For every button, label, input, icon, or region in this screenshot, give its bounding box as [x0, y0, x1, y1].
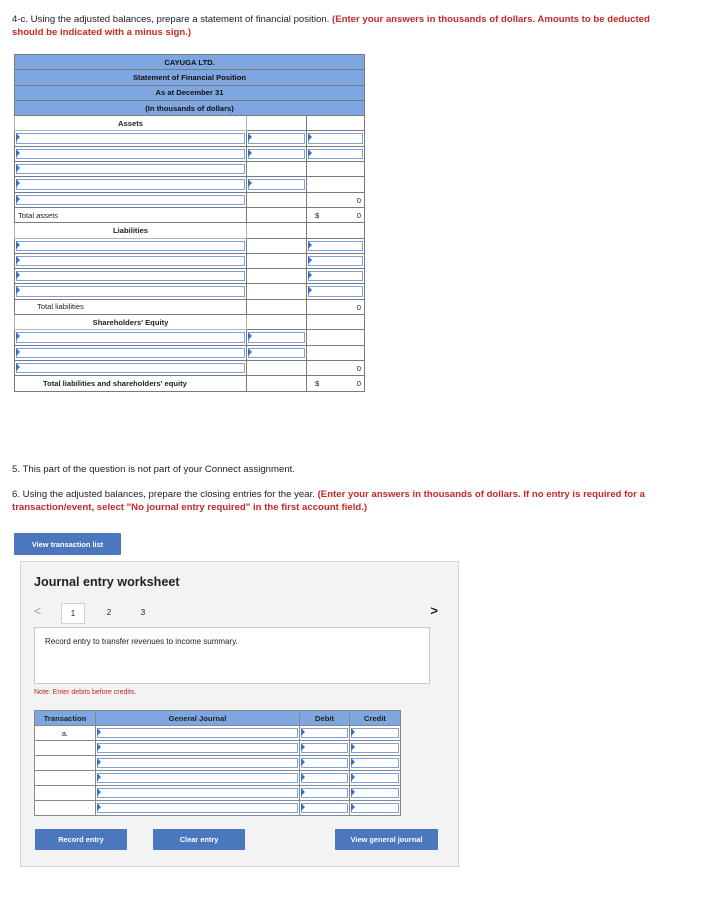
asset-account-input-1[interactable]: [16, 133, 245, 143]
worksheet-title: Journal entry worksheet: [34, 575, 180, 589]
page-tab-3[interactable]: 3: [140, 608, 146, 617]
total-liabilities-value: 0: [307, 299, 365, 314]
equity-account-2: [15, 345, 247, 360]
record-entry-button[interactable]: Record entry: [35, 829, 127, 850]
asset-account-input-4[interactable]: [16, 179, 245, 189]
company-name: CAYUGA LTD.: [15, 55, 365, 70]
liabilities-heading: Liabilities: [15, 223, 247, 238]
total-liabilities-label: Total liabilities: [15, 299, 247, 314]
equity-amount-1: [247, 330, 307, 345]
credit-header: Credit: [350, 711, 401, 726]
asset-account-input-2[interactable]: [16, 149, 245, 159]
credit-cell: [350, 726, 401, 741]
page-tab-1[interactable]: 1: [61, 603, 85, 624]
equity-subtotal: 0: [307, 360, 365, 375]
statement-date: As at December 31: [15, 85, 365, 100]
view-general-journal-button[interactable]: View general journal: [335, 829, 438, 850]
asset-amount-1: [247, 131, 307, 146]
journal-table: [34, 710, 401, 816]
asset-account-5: [15, 192, 247, 207]
asset-total-2: [307, 146, 365, 161]
asset-account-4: [15, 177, 247, 192]
financial-position-table: [14, 54, 365, 392]
debit-header: Debit: [300, 711, 350, 726]
journal-row: [35, 786, 401, 801]
equity-amount-2: [247, 345, 307, 360]
equity-heading: Shareholders' Equity: [15, 315, 247, 330]
equity-account-3: [15, 360, 247, 375]
asset-amount-2: [247, 146, 307, 161]
transaction-cell: a.: [35, 726, 96, 741]
account-cell: [96, 726, 300, 741]
question-4c: 4-c. Using the adjusted balances, prepare a statement of financial position. (Enter your answers in thousands of dollars. Amounts to be deducted should be indicated with a minus sign.): [12, 14, 650, 38]
liability-total-3: [307, 269, 365, 284]
journal-row: [35, 741, 401, 756]
statement-units: (In thousands of dollars): [15, 100, 365, 115]
asset-account-3: [15, 162, 247, 177]
statement-title: Statement of Financial Position: [15, 70, 365, 85]
asset-account-input-5[interactable]: [16, 195, 245, 205]
liability-total-1: [307, 238, 365, 253]
general-journal-header: General Journal: [96, 711, 300, 726]
total-assets-value: $ 0: [307, 207, 365, 222]
debits-note: Note: Enter debits before credits.: [34, 689, 137, 696]
question-5: 5. This part of the question is not part of your Connect assignment.: [12, 464, 295, 475]
journal-entry-worksheet: [20, 561, 459, 867]
liability-account-2: [15, 253, 247, 268]
debit-cell: [300, 726, 350, 741]
chevron-left-icon[interactable]: <: [34, 604, 42, 618]
asset-account-1: [15, 131, 247, 146]
assets-heading: Assets: [15, 116, 247, 131]
total-le-label: Total liabilities and shareholders' equity: [15, 376, 247, 391]
liability-total-2: [307, 253, 365, 268]
journal-row: [35, 756, 401, 771]
journal-row: [35, 771, 401, 786]
asset-subtotal: 0: [307, 192, 365, 207]
asset-account-2: [15, 146, 247, 161]
page-tab-2[interactable]: 2: [106, 608, 112, 617]
journal-row: [35, 726, 401, 741]
question-6: 6. Using the adjusted balances, prepare the closing entries for the year. (Enter your answers in thousands of dollars. If no entry is required for a transaction/event, select "No journal entry required" in the first account field.): [12, 489, 645, 513]
entry-description: Record entry to transfer revenues to income summary.: [34, 627, 430, 684]
chevron-right-icon[interactable]: >: [430, 603, 438, 618]
view-transaction-list-button[interactable]: View transaction list: [14, 533, 121, 555]
liability-total-4: [307, 284, 365, 299]
liability-account-1: [15, 238, 247, 253]
clear-entry-button[interactable]: Clear entry: [153, 829, 245, 850]
asset-total-1: [307, 131, 365, 146]
liability-account-4: [15, 284, 247, 299]
asset-account-input-3[interactable]: [16, 164, 245, 174]
asset-amount-4: [247, 177, 307, 192]
liability-account-3: [15, 269, 247, 284]
equity-account-1: [15, 330, 247, 345]
transaction-header: Transaction: [35, 711, 96, 726]
journal-row: [35, 801, 401, 816]
total-le-value: $ 0: [307, 376, 365, 391]
total-assets-label: Total assets: [15, 207, 247, 222]
